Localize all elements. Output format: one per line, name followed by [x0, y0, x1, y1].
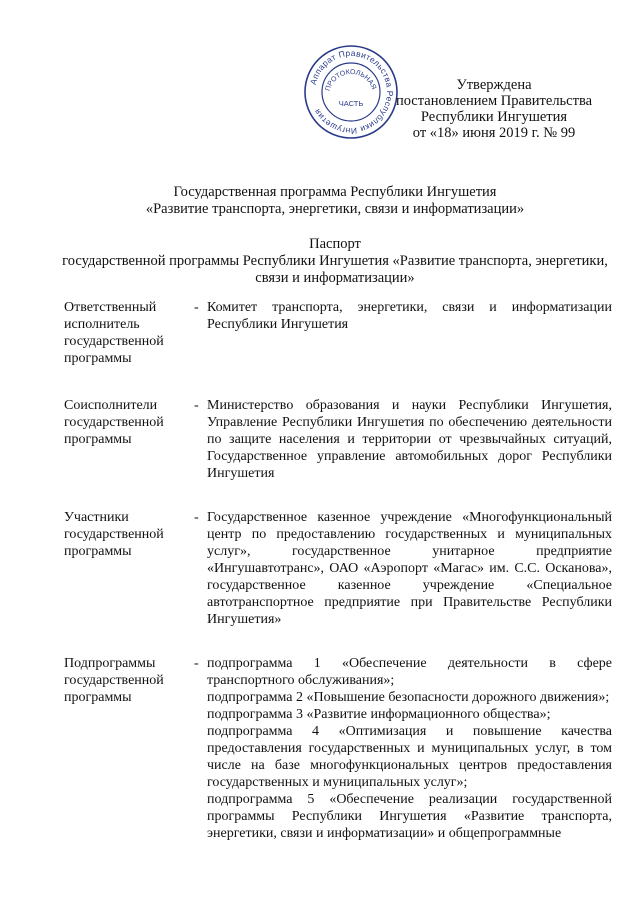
row-dash: - — [194, 300, 199, 315]
row-paragraph: подпрограмма 2 «Повышение безопасности дорожного движения»; — [207, 690, 610, 705]
row-label: Соисполнители государственной программы — [64, 398, 164, 447]
row-dash: - — [194, 398, 199, 413]
row-label: Ответственный исполнитель государственной программы — [64, 300, 164, 366]
row-dash: - — [194, 510, 199, 525]
passport-table — [64, 299, 612, 842]
row-paragraph: подпрограмма 4 «Оптимизация и повышение качества предоставления государственных и муниципальных услуг, в том числе на базе многофункциональных центров предоставления государственных и муниципальных услуг»; — [207, 724, 612, 790]
row-paragraph: подпрограмма 1 «Обеспечение деятельности в сфере транспортного обслуживания»; — [207, 656, 612, 688]
approval-line-4: от «18» июня 2019 г. № 99 — [412, 125, 576, 141]
svg-text:ПРОТОКОЛЬНАЯ — [325, 69, 377, 92]
passport-row-subprograms — [64, 655, 612, 842]
stamp-inner-label: ПРОТОКОЛЬНАЯ — [324, 68, 377, 92]
row-paragraph: подпрограмма 5 «Обеспечение реализации государственной программы Республики Ингушетия «Развитие транспорта, энергетики, связи и информатизации» и общепрограммные — [207, 792, 612, 841]
program-title — [60, 184, 610, 218]
stamp-ring-text: Аппарат Правительства Республики Ингушетия — [307, 47, 396, 137]
passport-heading: Паспорт — [309, 236, 361, 252]
row-paragraph: Министерство образования и науки Республики Ингушетия, Управление Республики Ингушетия по обеспечению деятельности по защите населения и территории от чрезвычайных ситуаций, Государственное управление автомобильных дорог Республики Ингушетия — [207, 398, 612, 481]
row-paragraph: Государственное казенное учреждение «Многофункциональный центр по предоставлению государственных и муниципальных услуг», государственное унитарное предприятие «Ингушавтотранс», ОАО «Аэропорт «Магас» им. С.С. Осканова», государственное казенное учреждение «Специальное автотранспортное предприятие при Правительстве Республики Ингушетия» — [207, 510, 612, 627]
row-paragraph: Комитет транспорта, энергетики, связи и информатизации Республики Ингушетия — [207, 300, 612, 332]
row-paragraph: подпрограмма 3 «Развитие информационного общества»; — [207, 707, 551, 722]
passport-heading-block — [60, 236, 610, 287]
approval-line-1: Утверждена — [456, 77, 532, 93]
passport-row-responsible — [64, 299, 612, 367]
passport-row-participants — [64, 509, 612, 628]
program-title-line-2: «Развитие транспорта, энергетики, связи и информатизации» — [145, 201, 525, 217]
passport-row-coexecutors — [64, 397, 612, 482]
stamp-center-label: ЧАСТЬ — [338, 99, 364, 108]
approval-line-2: постановлением Правительства — [395, 93, 593, 109]
passport-subheading: государственной программы Республики Ингушетия «Развитие транспорта, энергетики, связи и информатизации» — [62, 253, 608, 286]
row-value — [207, 509, 612, 628]
approval-line-3: Республики Ингушетия — [420, 109, 568, 125]
row-value — [207, 299, 612, 333]
approval-block — [378, 77, 610, 141]
program-title-line-1: Государственная программа Республики Ингушетия — [173, 184, 497, 200]
row-value — [207, 397, 612, 482]
row-label: Участники государственной программы — [64, 510, 164, 559]
row-label: Подпрограммы государственной программы — [64, 656, 164, 705]
row-dash: - — [194, 656, 199, 671]
row-value — [207, 655, 612, 842]
